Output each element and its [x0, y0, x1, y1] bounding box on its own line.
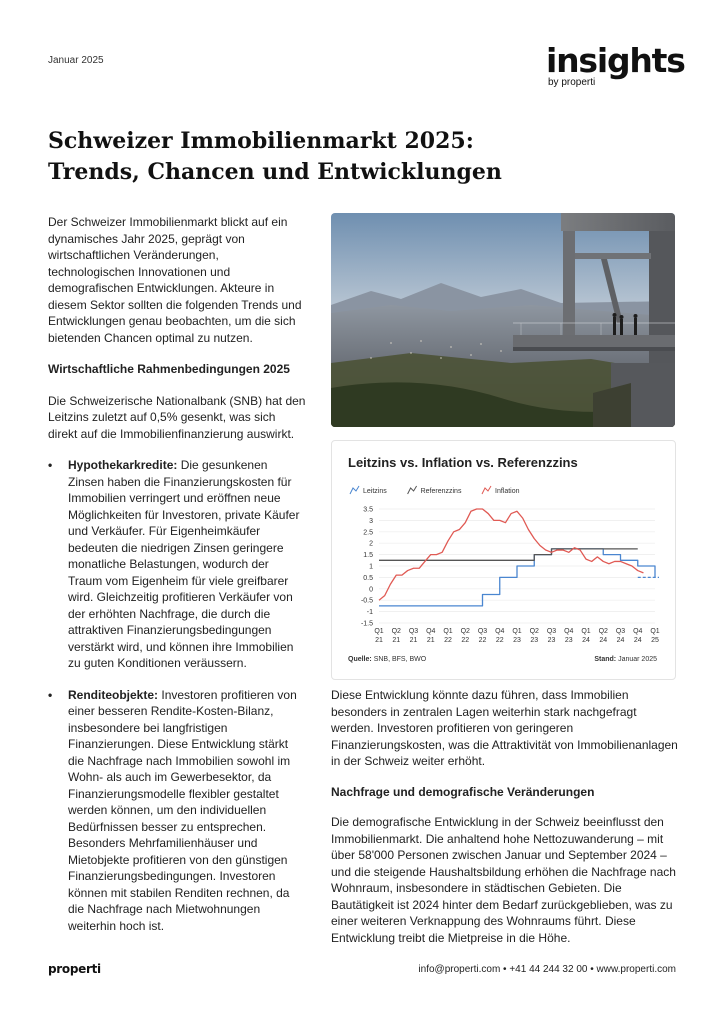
y-tick-label: 1	[369, 563, 373, 571]
intro-paragraph: Der Schweizer Immobilienmarkt blickt auf ein dynamisches Jahr 2025, geprägt von wirtschaftlichen Veränderungen, technologischen Innovationen und demografischen Entwicklungen. Akteure in diesem Sektor sollten die folgenden Trends und Entwicklungen genau beobachten, um die sich bietenden Chancen optimal zu nutzen.	[48, 215, 302, 345]
x-tick-label-quarter: Q1	[374, 628, 384, 635]
bullet-title: Hypothekarkredite:	[68, 458, 178, 472]
x-tick-label-quarter: Q1	[443, 628, 453, 635]
legend-icon-inflation	[482, 486, 491, 494]
hero-photo	[331, 213, 675, 427]
footer-contact[interactable]: info@properti.com • +41 44 244 32 00 • www.properti.com	[418, 964, 676, 975]
after-chart-paragraph: Diese Entwicklung könnte dazu führen, dass Immobilien besonders in zentralen Lagen weiterhin stark nachgefragt werden. Investoren profitieren von geringeren Finanzierungskosten, was die Attraktivität von Immobilienanlagen in der Schweiz weiter erhöht.	[331, 688, 678, 768]
y-tick-label: -1	[366, 609, 373, 617]
x-tick-label-quarter: Q1	[512, 628, 522, 635]
x-tick-label-year: 21	[392, 637, 401, 644]
y-tick-label: 2	[369, 540, 373, 548]
right-column	[331, 687, 681, 960]
x-tick-label-year: 21	[409, 637, 418, 644]
x-tick-label-quarter: Q4	[564, 628, 574, 635]
y-tick-label: 2.5	[363, 529, 373, 537]
x-tick-label-year: 23	[547, 637, 556, 644]
x-tick-label-quarter: Q4	[633, 628, 643, 635]
footer-logo[interactable]: properti	[48, 962, 101, 976]
x-tick-label-year: 25	[651, 637, 659, 644]
x-tick-label-year: 22	[495, 637, 504, 644]
x-tick-label-quarter: Q1	[581, 628, 591, 635]
x-tick-label-year: 24	[616, 637, 625, 644]
y-tick-label: 3.5	[363, 506, 373, 514]
x-tick-label-quarter: Q3	[477, 628, 488, 635]
bullet-title: Renditeobjekte:	[68, 687, 159, 702]
legend-label-inflation: Inflation	[495, 488, 520, 495]
x-tick-label-quarter: Q3	[408, 628, 419, 635]
legend-icon-leitzins	[350, 486, 359, 494]
section-heading-economy: Wirtschaftliche Rahmenbedingungen 2025	[48, 362, 290, 376]
stand-label: Stand:	[594, 656, 617, 663]
snb-paragraph: Die Schweizerische Nationalbank (SNB) hat den Leitzins zuletzt auf 0,5% gesenkt, was sich direkt auf die Immobilienfinanzierung auswirkt.	[48, 393, 306, 441]
x-tick-label-year: 22	[478, 637, 487, 644]
demography-paragraph: Die demografische Entwicklung in der Schweiz beeinflusst den Immobilienmarkt. Die anhaltend hohe Nettozuwanderung – mit über 58'000 Personen zwischen Januar und September 2024 – und die steigende Haushaltsbildung erhöhen die Nachfrage nach Wohnraum, insbesondere in städtischen Gebieten. Die Bautätigkeit ist 2024 hinter dem Bedarf zurückgeblieben, was zu einer weiteren Verknappung des Wohnraums führt. Diese Entwicklung treibt die Mietpreise in die Höhe.	[331, 815, 676, 945]
x-tick-label-year: 24	[582, 637, 590, 644]
x-tick-label-year: 22	[461, 637, 470, 644]
issue-date: Januar 2025	[48, 55, 104, 66]
x-tick-label-quarter: Q1	[650, 628, 660, 635]
insights-logo[interactable]	[546, 41, 686, 88]
x-tick-label-year: 21	[426, 637, 435, 644]
legend-label-referenzzins: Referenzzins	[420, 488, 462, 495]
source-value: SNB, BFS, BWO	[373, 656, 427, 663]
x-tick-label-quarter: Q4	[426, 628, 436, 635]
chart-stand	[594, 656, 657, 663]
bullet-marker: •	[48, 458, 53, 472]
rates-chart	[332, 441, 677, 681]
bullet-marker: •	[48, 687, 53, 702]
x-tick-label-year: 24	[633, 637, 642, 644]
x-tick-label-year: 24	[599, 637, 608, 644]
title-line-2: Trends, Chancen und Entwicklungen	[48, 159, 502, 185]
x-tick-label-year: 23	[513, 637, 521, 644]
section-heading-demography: Nachfrage und demografische Veränderungen	[331, 784, 595, 799]
article-title	[48, 126, 688, 188]
logo-wordmark: insights	[546, 41, 685, 80]
legend-label-leitzins: Leitzins	[363, 488, 387, 495]
bullet-renditeobjekte	[48, 687, 306, 935]
x-tick-label-year: 22	[444, 637, 452, 644]
x-tick-label-quarter: Q3	[546, 628, 557, 635]
x-tick-label-quarter: Q2	[391, 628, 401, 635]
x-tick-label-quarter: Q3	[615, 628, 626, 635]
title-line-1: Schweizer Immobilienmarkt 2025:	[48, 128, 474, 154]
x-tick-label-year: 23	[530, 637, 539, 644]
logo-byline: by properti	[548, 77, 596, 88]
building-landscape-image	[331, 213, 675, 427]
y-tick-label: -1.5	[360, 620, 373, 628]
x-tick-label-quarter: Q2	[529, 628, 539, 635]
x-tick-label-year: 23	[564, 637, 573, 644]
left-column	[48, 214, 306, 949]
y-tick-label: 1.5	[363, 552, 373, 560]
chart-source	[348, 656, 426, 663]
legend-icon-referenzzins	[408, 486, 417, 494]
y-tick-label: 0.5	[363, 574, 373, 582]
bullet-text: Die gesunkenen Zinsen haben die Finanzierungskosten für Immobilien verringert und eröffnen neue Möglichkeiten für Investoren, private Käufer und Verkäufer. Für Eigenheimkäufer bedeuten die niedrigen Zinsen geringere monatliche Belastungen, wodurch der Traum vom Eigenheim für viele greifbarer wird. Gleichzeitig profitieren Verkäufer von der erhöhten Nachfrage, die durch die attraktiven Finanzierungsbedingungen verstärkt wird, und können ihre Immobilien zu guten Konditionen veräussern.	[68, 458, 300, 670]
bullet-text: Investoren profitieren von einer besseren Rendite-Kosten-Bilanz, insbesondere bei langfristigen Finanzierungen. Diese Entwicklung stärkt die Nachfrage nach Immobilien sowohl im Wohn- als auch im Gewerbesektor, da Finanzierungsmodelle flexibler gestaltet werden können, um den individuellen Bedürfnissen besser zu entsprechen. Besonders Mehrfamilienhäuser und Mietobjekte profitieren von den günstigen Finanzierungsbedingungen. Investoren können mit stabilen Renditen rechnen, da die Nachfrage nach Mietwohnungen weiterhin hoch ist.	[68, 687, 297, 933]
y-tick-label: 0	[369, 586, 373, 594]
y-tick-label: 3	[369, 517, 373, 525]
chart-card	[331, 440, 676, 680]
x-tick-label-quarter: Q2	[598, 628, 608, 635]
chart-title: Leitzins vs. Inflation vs. Referenzzins	[348, 455, 578, 470]
x-tick-label-year: 21	[375, 637, 383, 644]
source-label: Quelle:	[348, 656, 372, 663]
bullet-hypothekarkredite	[48, 457, 306, 672]
y-tick-label: -0.5	[360, 597, 373, 605]
x-tick-label-quarter: Q2	[460, 628, 470, 635]
x-tick-label-quarter: Q4	[495, 628, 505, 635]
stand-value: Januar 2025	[618, 656, 657, 663]
